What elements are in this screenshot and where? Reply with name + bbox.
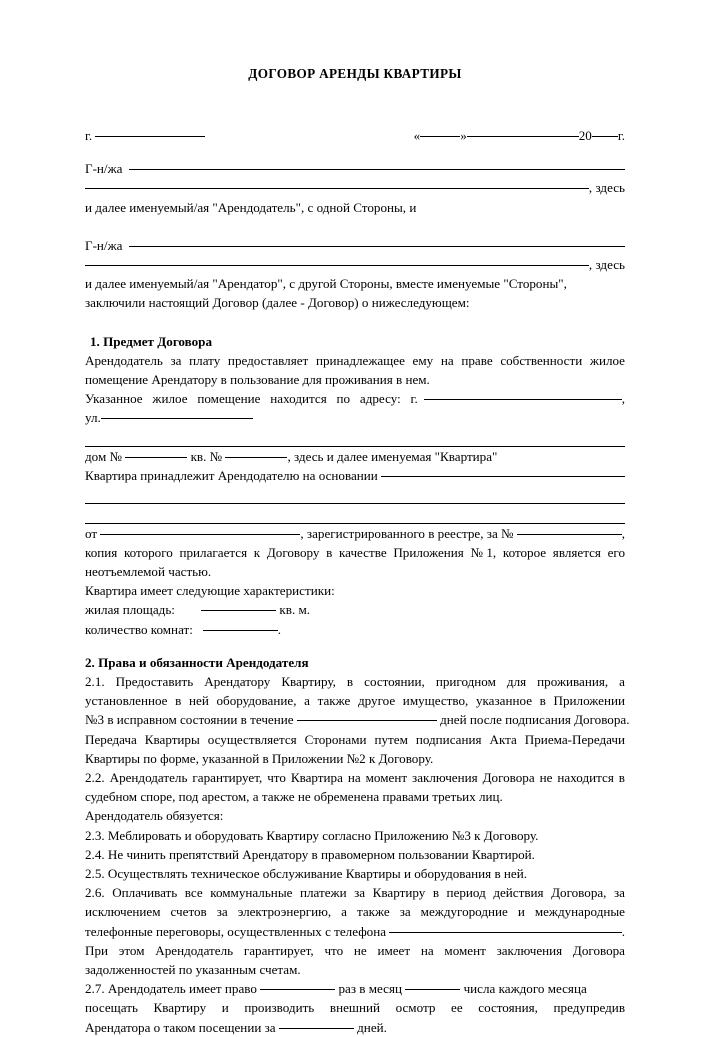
gap-before-section1 <box>85 313 625 332</box>
day-blank-rule[interactable] <box>420 136 460 137</box>
from-label: от <box>85 525 101 541</box>
house-label: дом № <box>85 448 126 464</box>
landlord-designation: и далее именуемый/ая "Арендодатель", с одной Стороны, и <box>85 199 417 215</box>
house-flat-row[interactable] <box>85 447 625 466</box>
ownership-basis-blank-rule[interactable] <box>381 476 625 477</box>
rooms-row[interactable] <box>85 620 625 639</box>
street-blank-rule[interactable] <box>101 418 253 419</box>
ownership-basis-label: Квартира принадлежит Арендодателю на основании <box>85 468 382 484</box>
clause-2-1-term-row[interactable] <box>85 710 630 729</box>
clause-2-7-part-f: дней. <box>353 1019 387 1035</box>
landlord-name-row-2[interactable] <box>85 178 625 197</box>
clause-2-1-part-a: 2.1. Предоставить Арендатору Квартиру, в состоянии, пригодном для проживания, а установленное в ней оборудование, а также другое имущество, указанное в Приложении <box>85 674 625 709</box>
document-date-blank-rule[interactable] <box>100 534 300 535</box>
gap-before-section2 <box>85 639 625 653</box>
obligations-lead: Арендодатель обязуется: <box>85 808 224 824</box>
clause-2-6-phone-row[interactable] <box>85 922 625 941</box>
flat-blank-rule[interactable] <box>225 457 287 458</box>
rooms-label: количество комнат: <box>85 621 193 637</box>
registered-text: , зарегистрированного в реестре, за № <box>300 525 517 541</box>
clause-2-7-notice-row[interactable] <box>85 1018 625 1037</box>
title-spacer <box>85 82 625 126</box>
date-open-quote: « <box>413 128 421 143</box>
landlord-name-row[interactable] <box>85 159 625 178</box>
landlord-here-word: , здесь <box>588 180 625 196</box>
city-label: г. <box>85 128 93 143</box>
year-prefix: 20 <box>578 128 592 143</box>
copy-attachment-paragraph: копия которого прилагается к Договору в качестве Приложения №1, которое является его неотъемлемой частью. <box>85 544 625 580</box>
flat-label: кв. № <box>187 448 226 464</box>
registry-number-blank-rule[interactable] <box>517 534 622 535</box>
conclusion-line: заключили настоящий Договор (далее - Договор) о нижеследующем: <box>85 295 470 311</box>
handover-days-blank-rule[interactable] <box>297 720 437 721</box>
visit-day-blank-rule[interactable] <box>405 989 460 990</box>
section1-paragraph-1: Арендодатель за плату предоставляет принадлежащее ему на праве собственности жилое помещение Арендатору в пользование для проживания в нем. <box>85 352 625 388</box>
address-tail-comma: , <box>621 391 625 407</box>
notice-days-blank-rule[interactable] <box>279 1028 354 1029</box>
landlord-name-blank-rule-2[interactable] <box>85 188 589 189</box>
registration-tail-comma: , <box>621 525 625 541</box>
rooms-tail-period: . <box>277 621 282 637</box>
date-close-quote: » <box>460 128 467 143</box>
clause-2-2: 2.2. Арендодатель гарантирует, что Квартира на момент заключения Договора не находится в судебном споре, под арестом, а также не обременена правами третьих лиц. <box>85 770 625 805</box>
characteristics-lead: Квартира имеет следующие характеристики: <box>85 583 335 599</box>
section1-heading: 1. Предмет Договора <box>90 333 213 349</box>
month-blank-rule[interactable] <box>467 136 579 137</box>
street-label: ул. <box>85 410 101 426</box>
year-blank-rule[interactable] <box>592 136 618 137</box>
clause-2-7-part-a: 2.7. Арендодатель имеет право <box>85 981 261 997</box>
landlord-name-blank-rule[interactable] <box>129 169 625 170</box>
rooms-blank-rule[interactable] <box>203 630 278 631</box>
address-lead-text: Указанное жилое помещение находится по адресу: г. <box>85 391 418 407</box>
date-field[interactable] <box>414 126 625 145</box>
clause-2-4: 2.4. Не чинить препятствий Арендатору в правомерном пользовании Квартирой. <box>85 846 535 862</box>
clause-2-7-part-b: раз в месяц <box>335 981 406 997</box>
clause-2-7-part-d: посещать Квартиру и производить внешний осмотр ее состояния, предупредив <box>85 1000 625 1016</box>
landlord-person-label: Г-н/жа <box>85 161 123 177</box>
clause-2-5: 2.5. Осуществлять техническое обслуживание Квартиры и оборудования в ней. <box>85 866 527 882</box>
tenant-person-label: Г-н/жа <box>85 237 123 253</box>
ownership-basis-row[interactable] <box>85 466 625 485</box>
house-blank-rule[interactable] <box>125 457 187 458</box>
clause-2-1-part-c: дней после подписания Договора. <box>436 712 630 728</box>
ownership-blank-rule-2[interactable] <box>85 485 625 504</box>
clause-2-6-part-c: . <box>621 923 625 939</box>
ownership-blank-rule-3[interactable] <box>85 504 625 523</box>
city-and-date-row <box>85 126 625 145</box>
living-area-row[interactable] <box>85 600 625 619</box>
living-area-blank-rule[interactable] <box>201 610 276 611</box>
address-row[interactable] <box>85 389 625 408</box>
clause-2-1-part-b: №3 в исправном состоянии в течение <box>85 712 297 728</box>
page-title: ДОГОВОР АРЕНДЫ КВАРТИРЫ <box>248 66 462 81</box>
clause-2-6-part-b: телефонные переговоры, осуществленных с телефона <box>85 923 390 939</box>
clause-2-7-part-e: Арендатора о таком посещении за <box>85 1019 279 1035</box>
visits-per-month-blank-rule[interactable] <box>260 989 335 990</box>
city-field[interactable] <box>85 126 205 145</box>
registration-row[interactable] <box>85 524 625 543</box>
city-address-blank-rule[interactable] <box>424 399 621 400</box>
tenant-name-row[interactable] <box>85 236 625 255</box>
year-suffix: г. <box>617 128 625 143</box>
tenant-here-word: , здесь <box>588 257 625 273</box>
clause-2-1-part-d: Передача Квартиры осуществляется Сторонами путем подписания Акта Приема-Передачи Квартиры по форме, указанной в Приложении №2 к Договору. <box>85 731 625 766</box>
clause-2-3: 2.3. Меблировать и оборудовать Квартиру согласно Приложению №3 к Договору. <box>85 827 539 843</box>
clause-2-6-part-a: 2.6. Оплачивать все коммунальные платежи за Квартиру в период действия Договора, за исключением счетов за электроэнергию, а также за междугородние и международные <box>85 885 625 920</box>
phone-number-blank-rule[interactable] <box>389 932 621 933</box>
living-area-label: жилая площадь: <box>85 602 175 618</box>
gap-between-parties <box>85 217 625 236</box>
clause-2-7-part-c: числа каждого месяца <box>460 981 587 997</box>
tenant-designation: и далее именуемый/ая "Арендатор", с другой Стороны, вместе именуемые "Стороны", <box>85 276 567 292</box>
city-blank-rule[interactable] <box>95 136 205 137</box>
tenant-name-blank-rule[interactable] <box>129 246 625 247</box>
street-row[interactable] <box>85 408 625 427</box>
tenant-name-row-2[interactable] <box>85 255 625 274</box>
section2-heading: 2. Права и обязанности Арендодателя <box>85 654 309 670</box>
tenant-name-blank-rule-2[interactable] <box>85 265 589 266</box>
gap-after-topline <box>85 145 625 159</box>
flat-tail-text: , здесь и далее именуемая "Квартира" <box>287 448 498 464</box>
address-extra-blank-rule[interactable] <box>85 428 625 447</box>
living-area-unit: кв. м. <box>276 602 311 618</box>
clause-2-7-row[interactable] <box>85 979 625 998</box>
clause-2-6-part-d: При этом Арендодатель гарантирует, что не имеет на момент заключения Договора задолженностей по указанным счетам. <box>85 942 625 978</box>
